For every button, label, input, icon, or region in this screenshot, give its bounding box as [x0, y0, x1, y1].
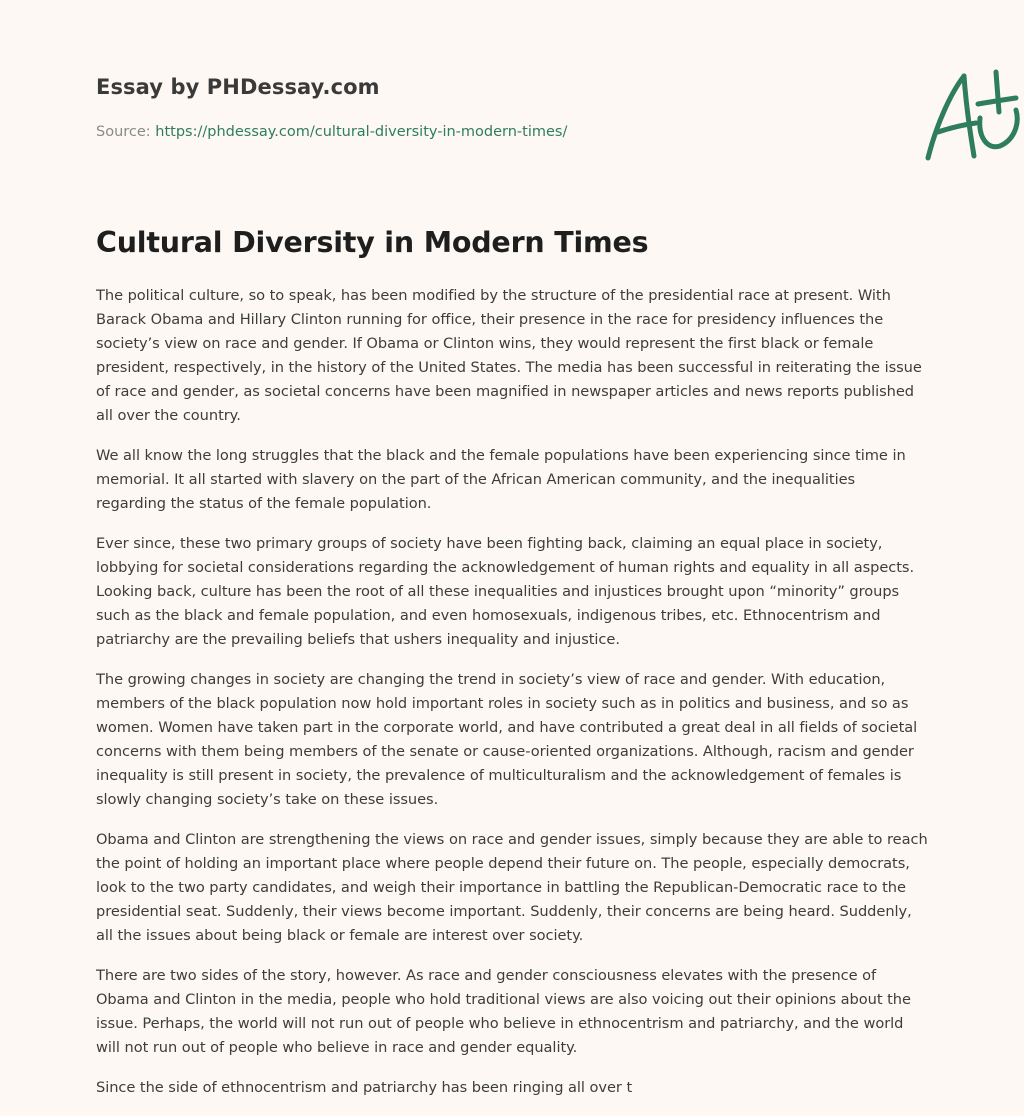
essay-body: [96, 284, 928, 1116]
essay-paragraph-truncated: Since the side of ethnocentrism and patriarchy has been ringing all over t: [96, 1079, 633, 1096]
essay-paragraph: There are two sides of the story, however. As race and gender consciousness elevates with the presence of Obama and Clinton in the media, people who hold traditional views are also voicing out their opinions about the issue. Perhaps, the world will not run out of people who believe in ethnocentrism and patriarchy, and the world will not run out of people who believe in race and gender equality.: [96, 967, 911, 1056]
essay-paragraph: Ever since, these two primary groups of society have been fighting back, claiming an equal place in society, lobbying for societal considerations regarding the acknowledgement of human rights and equality in all aspects. Looking back, culture has been the root of all these inequalities and injustices brought upon “minority” groups such as the black and female population, and even homosexuals, indigenous tribes, etc. Ethnocentrism and patriarchy are the prevailing beliefs that ushers inequality and injustice.: [96, 535, 915, 648]
a-plus-grade-icon: [916, 66, 1024, 166]
source-line: [96, 124, 567, 140]
essay-paragraph: The growing changes in society are changing the trend in society’s view of race and gender. With education, members of the black population now hold important roles in society such as in politics and business, and so as women. Women have taken part in the corporate world, and have contributed a great deal in all fields of societal concerns with them being members of the senate or cause-oriented organizations. Although, racism and gender inequality is still present in society, the prevalence of multiculturalism and the acknowledgement of females is slowly changing society’s take on these issues.: [96, 671, 918, 808]
essay-title: Cultural Diversity in Modern Times: [96, 226, 649, 259]
source-link[interactable]: https://phdessay.com/cultural-diversity-in-modern-times/: [155, 124, 568, 140]
source-label: Source:: [96, 124, 156, 140]
essay-paragraph: Obama and Clinton are strengthening the views on race and gender issues, simply because they are able to reach the point of holding an important place where people depend their future on. The people, especially democrats, look to the two party candidates, and weigh their importance in battling the Republican-Democratic race to the presidential seat. Suddenly, their views become important. Suddenly, their concerns are being heard. Suddenly, all the issues about being black or female are interest over society.: [96, 831, 928, 944]
essay-paragraph: The political culture, so to speak, has been modified by the structure of the presidential race at present. With Barack Obama and Hillary Clinton running for office, their presence in the race for presidency influences the society’s view on race and gender. If Obama or Clinton wins, they would represent the first black or female president, respectively, in the history of the United States. The media has been successful in reiterating the issue of race and gender, as societal concerns have been magnified in newspaper articles and news reports published all over the country.: [96, 287, 922, 424]
essay-paragraph: We all know the long struggles that the black and the female populations have been experiencing since time in memorial. It all started with slavery on the part of the African American community, and the inequalities regarding the status of the female population.: [96, 447, 906, 512]
site-brand: Essay by PHDessay.com: [96, 75, 380, 99]
